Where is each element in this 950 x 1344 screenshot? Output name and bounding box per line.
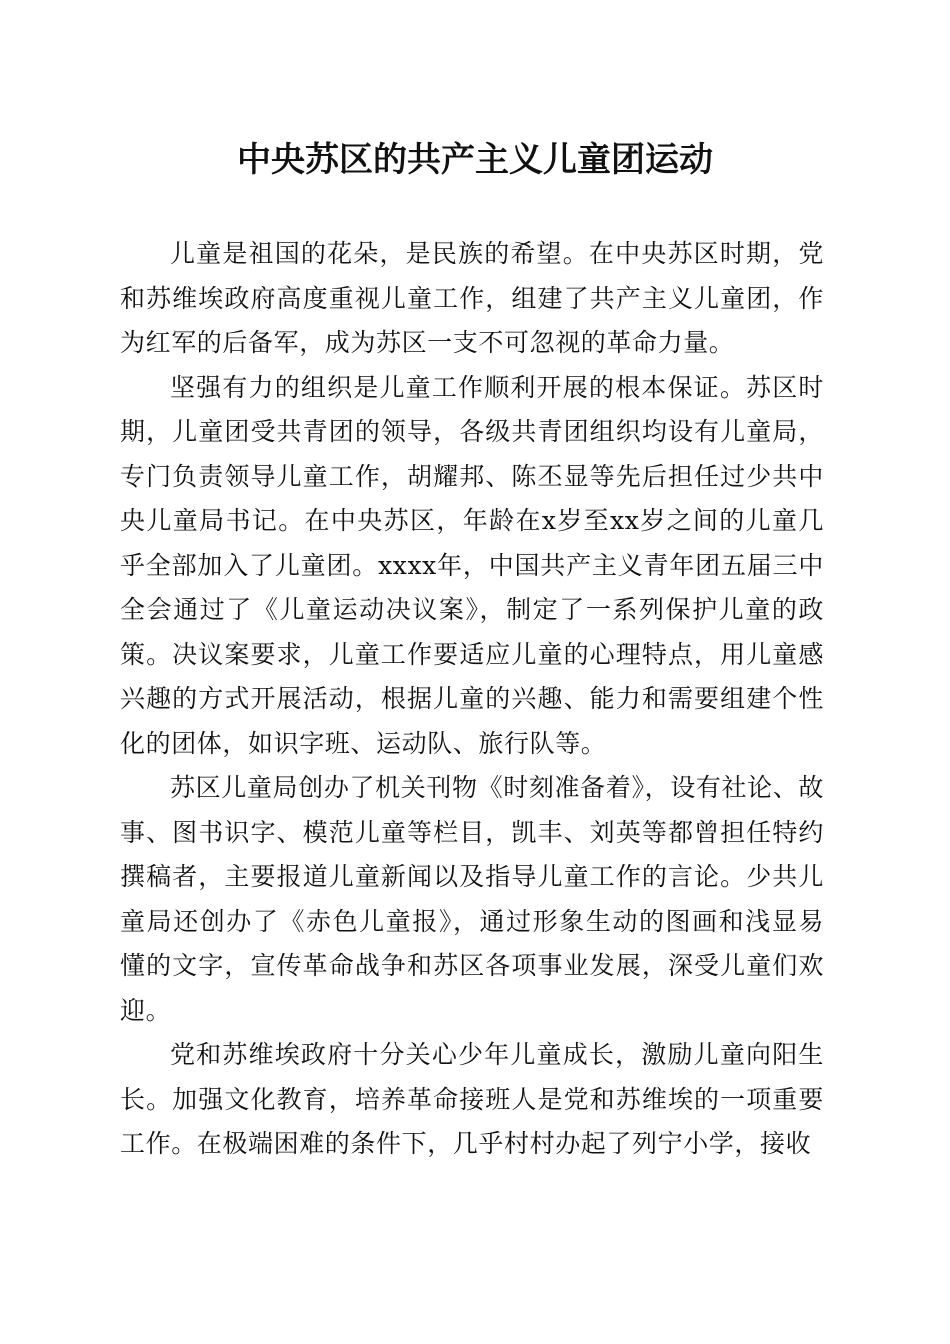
paragraph-intro: 儿童是祖国的花朵，是民族的希望。在中央苏区时期，党和苏维埃政府高度重视儿童工作，组建了共产主义儿童团，作为红军的后备军，成为苏区一支不可忽视的革命力量。 — [120, 239, 824, 357]
paragraph-organization: 坚强有力的组织是儿童工作顺利开展的根本保证。苏区时期，儿童团受共青团的领导，各级共青团组织均设有儿童局，专门负责领导儿童工作，胡耀邦、陈丕显等先后担任过少共中央儿童局书记。在中央苏区，年龄在x岁至xx岁之间的儿童几乎全部加入了儿童团。xxxx年，中国共产主义青年团五届三中全会通过了《儿童运动决议案》，制定了一系列保护儿童的政策。决议案要求，儿童工作要适应儿童的心理特点，用儿童感兴趣的方式开展活动，根据儿童的兴趣、能力和需要组建个性化的团体，如识字班、运动队、旅行队等。 — [120, 372, 824, 758]
paragraph-publications: 苏区儿童局创办了机关刊物《时刻准备着》，设有社论、故事、图书识字、模范儿童等栏目，凯丰、刘英等都曾担任特约撰稿者，主要报道儿童新闻以及指导儿童工作的言论。少共儿童局还创办了《赤色儿童报》，通过形象生动的图画和浅显易懂的文字，宣传革命战争和苏区各项事业发展，深受儿童们欢迎。 — [120, 773, 824, 1025]
document-body — [120, 232, 824, 1167]
paragraph-education: 党和苏维埃政府十分关心少年儿童成长，激励儿童向阳生长。加强文化教育，培养革命接班人是党和苏维埃的一项重要工作。在极端困难的条件下，几乎村村办起了列宁小学，接收 — [120, 1040, 824, 1158]
document-title: 中央苏区的共产主义儿童团运动 — [237, 140, 713, 180]
